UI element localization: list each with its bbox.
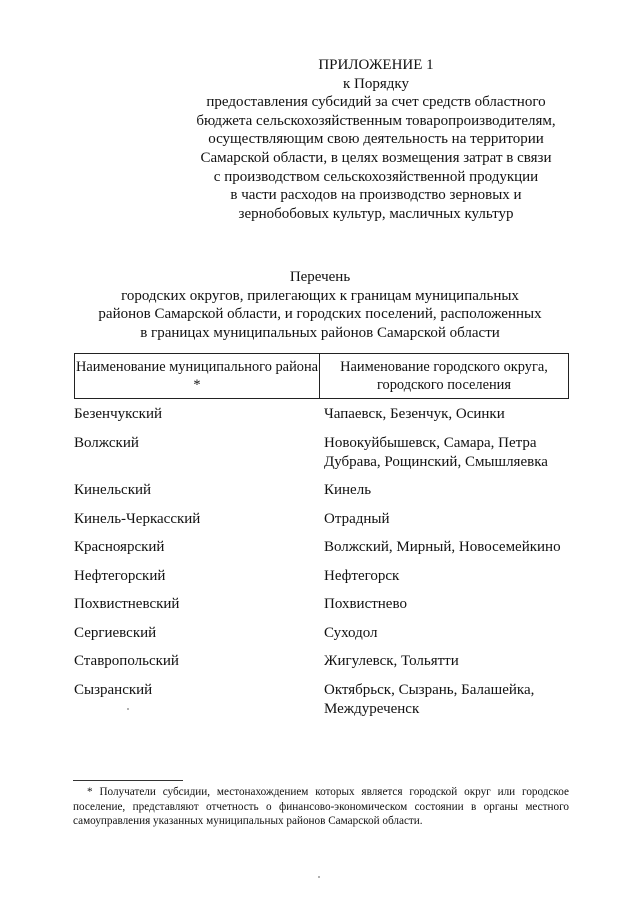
footnote-divider — [73, 780, 183, 781]
table-row — [74, 434, 574, 472]
table-row — [74, 510, 574, 529]
district-cell: Волжский — [74, 434, 139, 451]
cities-cell: Суходол — [324, 624, 378, 641]
cities-cell: Похвистнево — [324, 596, 407, 612]
table-row — [74, 652, 574, 671]
district-cell: Кинель-Черкасский — [74, 510, 201, 527]
footnote-text: * Получатели субсидии, местонахождением которых является городской округ или городское поселение, представляют отчетность о финансово-экономическом состоянии в органы местного самоуправления указанных муниципальных районов Самарской области. — [73, 786, 569, 828]
scan-speck — [127, 708, 129, 710]
footnote — [73, 785, 569, 829]
header-district: Наименование муниципального района * — [75, 354, 320, 398]
cities-cell: Чапаевск, Безенчук, Осинки — [324, 406, 505, 422]
district-cell: Красноярский — [74, 539, 165, 555]
table-header — [74, 353, 569, 399]
district-cell: Кинельский — [74, 482, 152, 498]
appendix-line: в части расходов на производство зерновых и — [230, 187, 522, 204]
district-cell: Нефтегорский — [74, 567, 166, 584]
table-row — [74, 567, 574, 586]
appendix-line: Самарской области, в целях возмещения затрат в связи — [200, 149, 552, 166]
cities-cell: Нефтегорск — [324, 567, 400, 584]
table-body — [74, 405, 574, 728]
district-cell: Безенчукский — [74, 406, 163, 422]
appendix-line: с производством сельскохозяйственной продукции — [213, 168, 539, 185]
cities-cell: Волжский, Мирный, Новосемейкино — [324, 539, 561, 555]
appendix-line: осуществляющим свою деятельность на территории — [208, 131, 544, 148]
district-cell: Сергиевский — [74, 624, 157, 641]
cities-cell: Жигулевск, Тольятти — [324, 653, 459, 669]
cities-cell: Кинель — [324, 482, 372, 498]
appendix-line: зернобобовых культур, масличных культур — [238, 205, 514, 222]
title-line: в границах муниципальных районов Самарской области — [140, 324, 500, 341]
district-cell: Похвистневский — [74, 596, 180, 612]
table-row — [74, 481, 574, 500]
table-row — [74, 538, 574, 557]
scan-speck — [318, 876, 320, 878]
appendix-header — [106, 56, 640, 223]
appendix-line: к Порядку — [343, 75, 409, 92]
title-line: городских округов, прилегающих к границам муниципальных — [121, 287, 519, 304]
title-line: районов Самарской области, и городских поселений, расположенных — [98, 306, 542, 323]
title-line: Перечень — [289, 269, 351, 285]
district-cell: Сызранский — [74, 681, 153, 698]
header-cities: Наименование городского округа, городского поселения — [340, 359, 548, 393]
appendix-line: бюджета сельскохозяйственным товаропроизводителям, — [196, 112, 556, 129]
cities-cell: Октябрьск, Сызрань, Балашейка, Междуреченск — [324, 681, 535, 717]
appendix-line: предоставления субсидий за счет средств областного — [206, 94, 546, 111]
list-title — [50, 268, 590, 342]
table-row — [74, 405, 574, 424]
cities-cell: Новокуйбышевск, Самара, Петра Дубрава, Рощинский, Смышляевка — [324, 434, 548, 470]
cities-cell: Отрадный — [324, 510, 390, 527]
table-row — [74, 624, 574, 643]
table-row — [74, 595, 574, 614]
appendix-line: ПРИЛОЖЕНИЕ 1 — [318, 57, 434, 73]
district-cell: Ставропольский — [74, 653, 179, 669]
table-row — [74, 681, 574, 719]
